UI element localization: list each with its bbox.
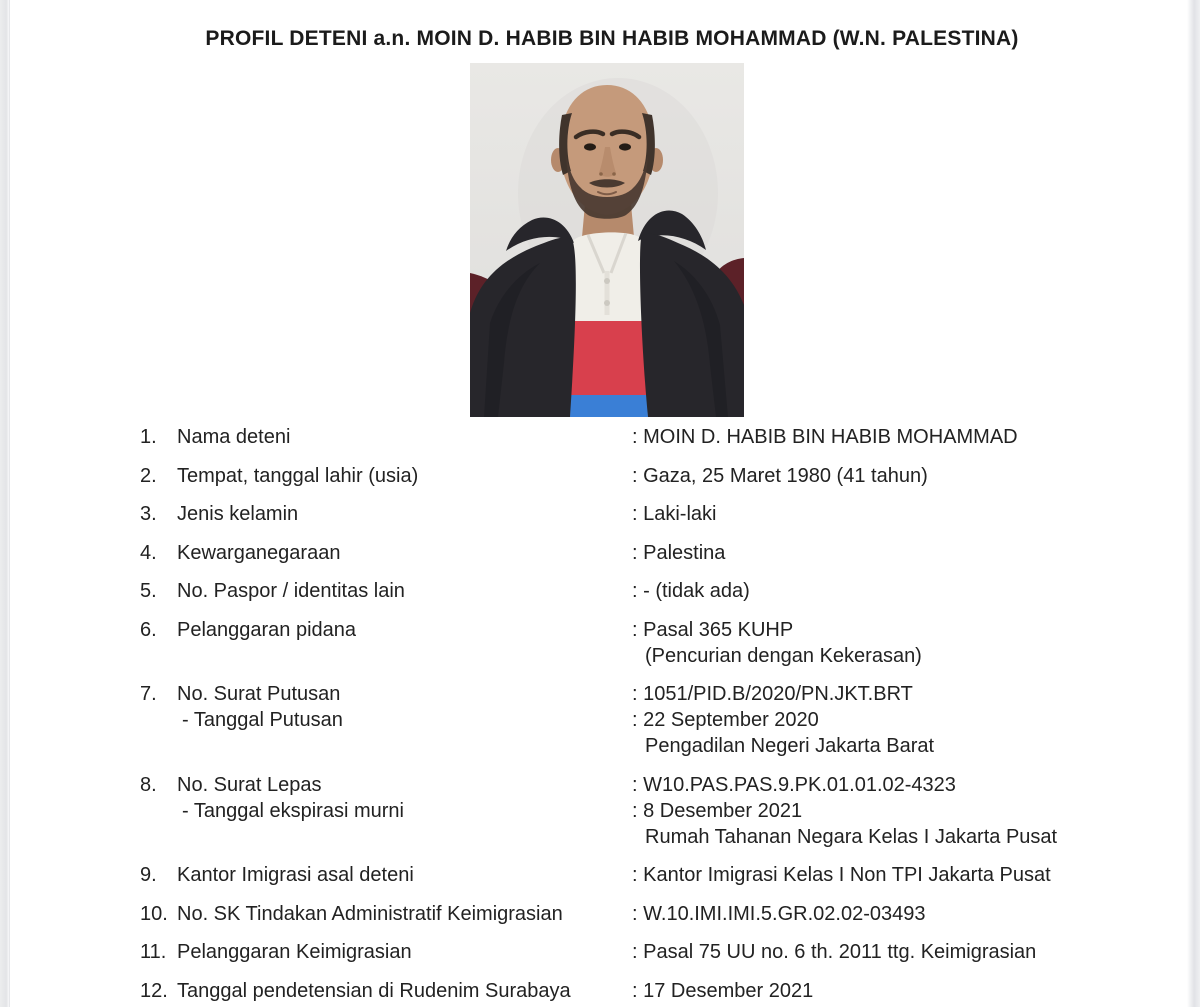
field-value-line: : Pasal 75 UU no. 6 th. 2011 ttg. Keimigrasian [632, 941, 1037, 963]
field-value-line: : Gaza, 25 Maret 1980 (41 tahun) [632, 464, 928, 487]
field-label-line: Tempat, tanggal lahir (usia) [177, 464, 419, 487]
field-value [632, 939, 1150, 965]
field-value [632, 862, 1150, 888]
field-row [140, 540, 1150, 566]
fields-list [140, 424, 1150, 1007]
field-number: 3. [140, 503, 157, 525]
field-value [632, 540, 1150, 566]
field-number: 7. [140, 683, 157, 705]
field-row [140, 862, 1150, 888]
field-label-line: Kantor Imigrasi asal deteni [177, 864, 414, 886]
field-row [140, 901, 1150, 927]
field-value-line: : 17 Desember 2021 [632, 979, 814, 1002]
field-value-line: (Pencurian dengan Kekerasan) [645, 644, 922, 667]
field-label [177, 939, 632, 965]
field-label-line: Kewarganegaraan [177, 541, 341, 564]
field-number: 2. [140, 464, 157, 487]
mugshot-illustration [470, 63, 744, 417]
field-row [140, 939, 1150, 965]
field-value-line: Rumah Tahanan Negara Kelas I Jakarta Pusat [645, 825, 1058, 848]
detainee-photo [470, 63, 744, 417]
field-label-line: No. Surat Lepas [177, 773, 322, 796]
field-label [177, 862, 632, 888]
field-row [140, 501, 1150, 527]
field-value-line: : Kantor Imigrasi Kelas I Non TPI Jakarta Pusat [632, 864, 1051, 886]
field-value-line: : Pasal 365 KUHP [632, 618, 794, 641]
field-value [632, 501, 1150, 527]
field-value-line: : W10.PAS.PAS.9.PK.01.01.02-4323 [632, 773, 956, 796]
field-value [632, 578, 1150, 604]
field-value [632, 617, 1150, 669]
field-value-line: : MOIN D. HABIB BIN HABIB MOHAMMAD [632, 426, 1018, 448]
field-label [177, 681, 632, 759]
field-label-line: Jenis kelamin [177, 503, 299, 525]
field-number: 9. [140, 864, 157, 886]
field-value-line: : 22 September 2020 [632, 709, 819, 731]
field-label-line: Pelanggaran pidana [177, 618, 357, 641]
field-row [140, 424, 1150, 450]
field-label-line: - Tanggal Putusan [182, 709, 343, 731]
field-value [632, 978, 1150, 1004]
field-number: 10. [140, 902, 168, 925]
field-label-line: Pelanggaran Keimigrasian [177, 941, 412, 963]
field-value-line: : 1051/PID.B/2020/PN.JKT.BRT [632, 683, 913, 705]
field-number: 5. [140, 580, 157, 602]
field-number: 6. [140, 618, 157, 641]
field-label-line: No. SK Tindakan Administratif Keimigrasian [177, 902, 563, 925]
field-label [177, 578, 632, 604]
field-value [632, 772, 1150, 850]
field-label [177, 540, 632, 566]
field-row [140, 463, 1150, 489]
field-label [177, 617, 632, 669]
field-label-line: No. Paspor / identitas lain [177, 580, 405, 602]
field-label [177, 901, 632, 927]
field-label [177, 772, 632, 850]
field-label [177, 424, 632, 450]
field-number: 4. [140, 541, 157, 564]
field-value-line: : Laki-laki [632, 503, 717, 525]
field-value-line: : W.10.IMI.IMI.5.GR.02.02-03493 [632, 902, 926, 925]
field-row [140, 978, 1150, 1004]
field-number: 1. [140, 426, 157, 448]
page-left-edge [0, 0, 10, 1007]
field-value-line: : - (tidak ada) [632, 580, 750, 602]
field-label [177, 501, 632, 527]
page-title: PROFIL DETENI a.n. MOIN D. HABIB BIN HABIB MOHAMMAD (W.N. PALESTINA) [205, 27, 1019, 50]
field-value [632, 424, 1150, 450]
field-label-line: - Tanggal ekspirasi murni [182, 799, 404, 822]
field-number: 8. [140, 773, 157, 796]
field-row [140, 681, 1150, 759]
field-value [632, 901, 1150, 927]
field-value-line: : Palestina [632, 541, 726, 564]
field-label [177, 978, 632, 1004]
field-value-line: : 8 Desember 2021 [632, 799, 803, 822]
field-number: 12. [140, 979, 168, 1002]
field-row [140, 617, 1150, 669]
field-row [140, 578, 1150, 604]
field-value-line: Pengadilan Negeri Jakarta Barat [645, 735, 935, 757]
field-number: 11. [140, 941, 167, 963]
field-label-line: No. Surat Putusan [177, 683, 341, 705]
field-value [632, 681, 1150, 759]
field-value [632, 463, 1150, 489]
field-label-line: Nama deteni [177, 426, 291, 448]
field-label-line: Tanggal pendetensian di Rudenim Surabaya [177, 979, 571, 1002]
field-row [140, 772, 1150, 850]
field-label [177, 463, 632, 489]
page-right-edge [1187, 0, 1200, 1007]
